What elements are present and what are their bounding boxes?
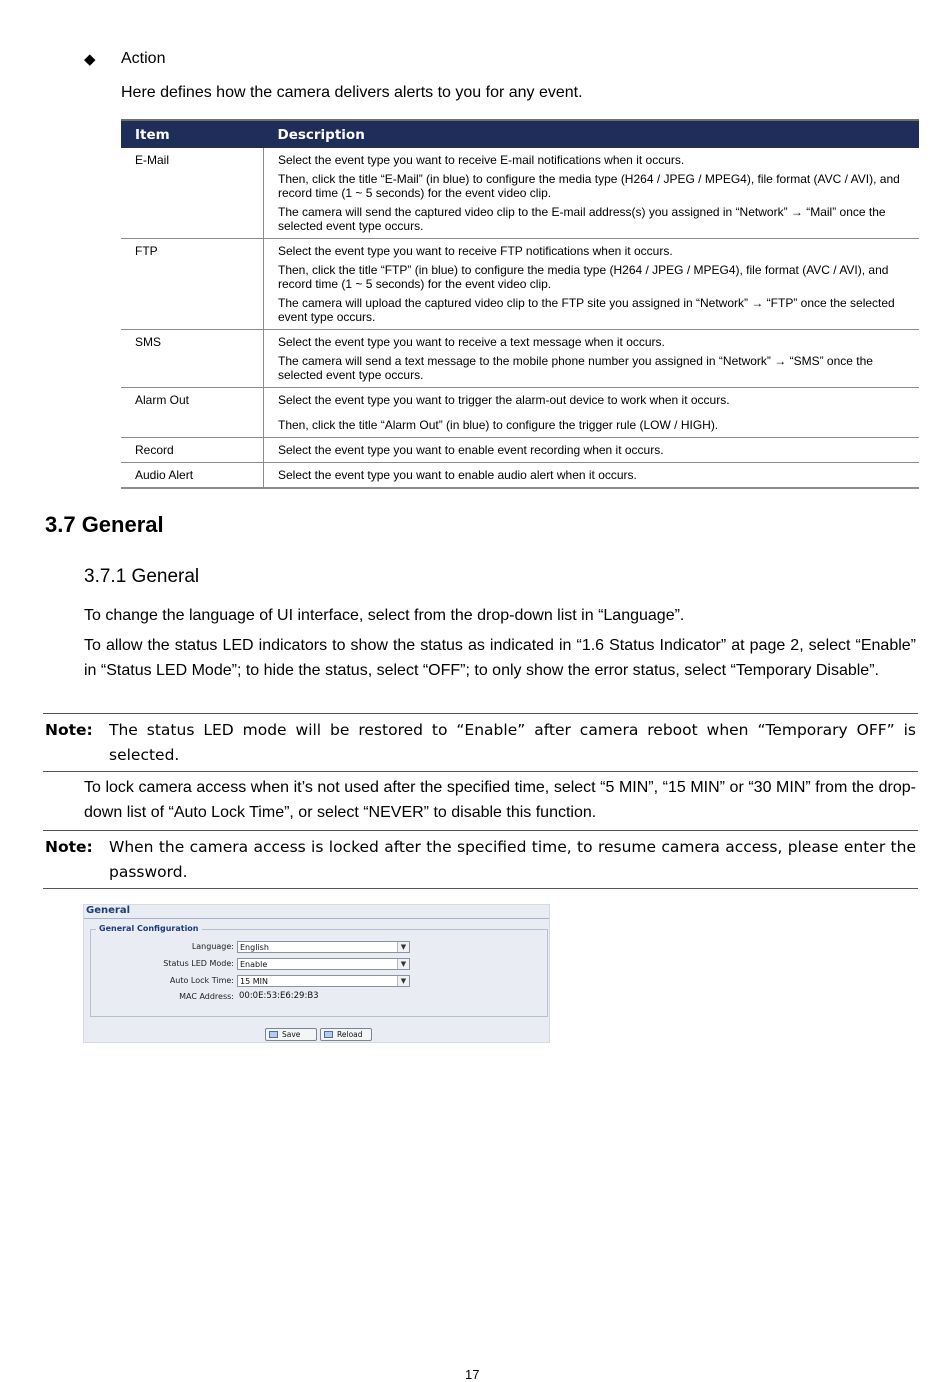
row-item: FTP [121,239,264,330]
action-title: Action [121,50,166,67]
fieldset-legend: General Configuration [96,924,202,933]
reload-icon [324,1031,333,1038]
chevron-down-icon: ▼ [397,959,409,969]
language-paragraph: To change the language of UI interface, select from the drop-down list in “Language”. [84,607,685,624]
bullet-diamond-icon: ◆ [84,51,96,68]
row-description [264,330,920,388]
description-line: Select the event type you want to receive E-mail notifications when it occurs. [278,153,685,167]
language-select[interactable] [237,941,410,953]
note-label: Note: [45,838,93,856]
save-button[interactable] [265,1028,317,1041]
row-description [264,463,920,489]
table-header-row [121,120,919,148]
row-item: Audio Alert [121,463,264,489]
page-number: 17 [465,1367,480,1382]
chevron-down-icon: ▼ [397,976,409,986]
auto-lock-value: 15 MIN [240,977,268,986]
description-line: Select the event type you want to trigger the alarm-out device to work when it occurs. [278,393,730,407]
auto-lock-select[interactable] [237,975,410,987]
reload-button-label: Reload [337,1030,363,1039]
led-mode-select[interactable] [237,958,410,970]
action-description: Here defines how the camera delivers alerts to you for any event. [121,84,583,101]
table-row [121,463,919,489]
header-description: Description [264,120,920,148]
description-line: Then, click the title “Alarm Out” (in blue) to configure the trigger rule (LOW / HIGH). [278,418,719,432]
description-line: The camera will upload the captured video clip to the FTP site you assigned in “Network” → “FTP” once the selected event type occurs. [278,296,895,324]
row-description [264,388,920,438]
description-line: The camera will send a text message to the mobile phone number you assigned in “Network” → “SMS” once the selected event type occurs. [278,354,873,382]
led-mode-value: Enable [240,960,268,969]
note-text: The status LED mode will be restored to “Enable” after camera reboot when “Temporary OFF” is selected. [109,721,916,764]
subsection-heading: 3.7.1 General [84,566,200,587]
row-description [264,148,920,239]
divider [84,918,549,919]
chevron-down-icon: ▼ [397,942,409,952]
table-row [121,148,919,239]
led-paragraph: To allow the status LED indicators to show the status as indicated in “1.6 Status Indicator” at page 2, select “Enable” in “Status LED Mode”; to hide the status, select “OFF”; to only show the error status, select “Temporary Disable”. [84,637,916,679]
description-line: Select the event type you want to enable event recording when it occurs. [278,443,664,457]
action-table [121,119,919,489]
description-line: Then, click the title “E-Mail” (in blue) to configure the media type (H264 / JPEG / MPEG4), file format (AVC / AVI), and record time (1 ~ 5 seconds) for the event video clip. [278,172,900,200]
row-description [264,438,920,463]
language-label: Language: [191,942,234,951]
description-line: Select the event type you want to enable audio alert when it occurs. [278,468,637,482]
auto-lock-label: Auto Lock Time: [169,976,234,985]
auto-lock-paragraph: To lock camera access when it’s not used after the specified time, select “5 MIN”, “15 MIN” or “30 MIN” from the drop-down list of “Auto Lock Time”, or select “NEVER” to disable this function. [84,779,916,821]
save-icon [269,1031,278,1038]
note-text: When the camera access is locked after the specified time, to resume camera access, please enter the password. [109,838,916,881]
description-line: Select the event type you want to receive a text message when it occurs. [278,335,665,349]
mac-label: MAC Address: [179,992,234,1001]
table-row [121,388,919,438]
description-line: Select the event type you want to receive FTP notifications when it occurs. [278,244,673,258]
mac-value: 00:0E:53:E6:29:B3 [239,991,319,1001]
description-line: The camera will send the captured video clip to the E-mail address(s) you assigned in “Network” → “Mail” once the selected event type occurs. [278,205,886,233]
save-button-label: Save [282,1030,301,1039]
general-config-screenshot [83,904,550,1043]
table-row [121,438,919,463]
row-item: SMS [121,330,264,388]
note-box [43,713,918,772]
section-heading: 3.7 General [45,512,164,537]
panel-title: General [86,905,130,916]
row-item: E-Mail [121,148,264,239]
table-row [121,330,919,388]
row-item: Alarm Out [121,388,264,438]
note-box [43,830,918,889]
description-line: Then, click the title “FTP” (in blue) to configure the media type (H264 / JPEG / MPEG4), file format (AVC / AVI), and record time (1 ~ 5 seconds) for the event video clip. [278,263,889,291]
table-row [121,239,919,330]
reload-button[interactable] [320,1028,372,1041]
led-mode-label: Status LED Mode: [163,959,234,968]
language-value: English [240,943,269,952]
row-item: Record [121,438,264,463]
row-description [264,239,920,330]
header-item: Item [121,120,264,148]
note-label: Note: [45,721,93,739]
